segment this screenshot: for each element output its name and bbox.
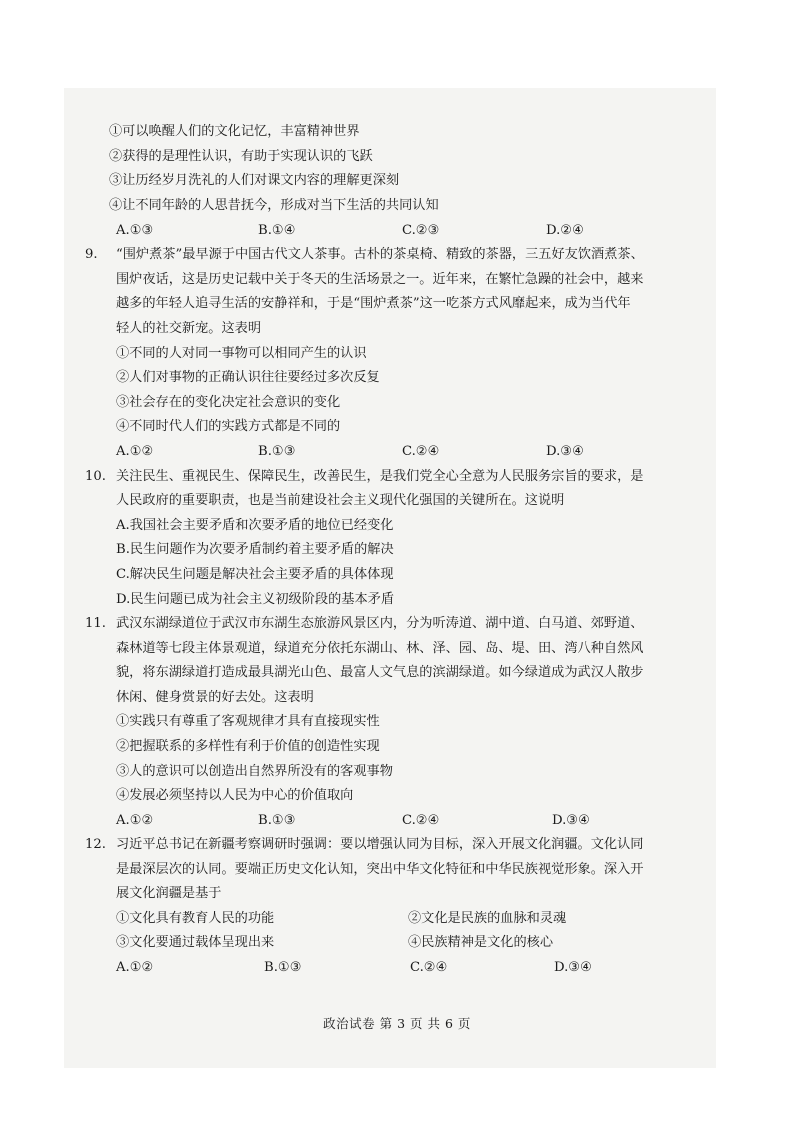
q12-number: 12. xyxy=(85,837,106,852)
q12-statement-1: ①文化具有教育人民的功能 xyxy=(116,911,275,926)
q11-statement-2: ②把握联系的多样性有利于价值的创造性实现 xyxy=(116,739,380,754)
q12-stem-line-2: 是最深层次的认同。要端正历史文化认知，突出中华文化特征和中华民族视觉形象。深入开 xyxy=(116,862,644,877)
q12-option-b: B.①③ xyxy=(264,960,302,975)
q11-stem-line-1: 武汉东湖绿道位于武汉市东湖生态旅游风景区内，分为听涛道、湖中道、白马道、郊野道、 xyxy=(116,616,644,631)
q10-choice-d: D.民生问题已成为社会主义初级阶段的基本矛盾 xyxy=(116,592,395,607)
q8-option-b: B.①④ xyxy=(258,223,296,238)
q11-statement-3: ③人的意识可以创造出自然界所没有的客观事物 xyxy=(116,764,393,779)
q12-stem-line-1: 习近平总书记在新疆考察调研时强调：要以增强认同为目标，深入开展文化润疆。文化认同 xyxy=(116,837,644,852)
q8-option-a: A.①③ xyxy=(116,223,154,238)
q9-stem-line-2: 围炉夜话，这是历史记载中关于冬天的生活场景之一。近年来，在繁忙急躁的社会中，越来 xyxy=(116,272,644,287)
page-footer: 政治试卷 第 3 页 共 6 页 xyxy=(323,1016,471,1031)
q12-option-c: C.②④ xyxy=(410,960,448,975)
q10-choice-a: A.我国社会主要矛盾和次要矛盾的地位已经变化 xyxy=(116,518,394,533)
q9-number: 9. xyxy=(85,247,98,262)
q12-option-a: A.①② xyxy=(116,960,154,975)
q8-statement-1: ①可以唤醒人们的文化记忆，丰富精神世界 xyxy=(109,124,360,139)
q9-option-c: C.②④ xyxy=(402,444,440,459)
q9-statement-1: ①不同的人对同一事物可以相同产生的认识 xyxy=(116,346,367,361)
q9-option-d: D.③④ xyxy=(546,444,584,459)
q11-number: 11. xyxy=(85,616,106,631)
q8-statement-2: ②获得的是理性认识，有助于实现认识的飞跃 xyxy=(109,149,373,164)
q8-option-d: D.②④ xyxy=(546,223,584,238)
q8-statement-3: ③让历经岁月洗礼的人们对课文内容的理解更深刻 xyxy=(109,173,400,188)
q11-stem-line-2: 森林道等七段主体景观道，绿道充分依托东湖山、林、泽、园、岛、堤、田、湾八种自然风 xyxy=(116,641,644,656)
q11-option-b: B.①③ xyxy=(258,813,296,828)
q11-stem-line-3: 貌，将东湖绿道打造成最具湖光山色、最富人文气息的滨湖绿道。如今绿道成为武汉人散步 xyxy=(116,665,644,680)
q11-statement-4: ④发展必须坚持以人民为中心的价值取向 xyxy=(116,788,354,803)
q9-statement-3: ③社会存在的变化决定社会意识的变化 xyxy=(116,395,341,410)
q10-number: 10. xyxy=(85,469,106,484)
q10-choice-c: C.解决民生问题是解决社会主要矛盾的具体体现 xyxy=(116,567,394,582)
q12-stem-line-3: 展文化润疆是基于 xyxy=(116,886,222,901)
q11-option-c: C.②④ xyxy=(402,813,440,828)
q11-option-d: D.③④ xyxy=(552,813,590,828)
q9-statement-2: ②人们对事物的正确认识往往要经过多次反复 xyxy=(116,370,380,385)
q11-stem-line-4: 休闲、健身赏景的好去处。这表明 xyxy=(116,690,314,705)
q12-option-d: D.③④ xyxy=(554,960,592,975)
q8-statement-4: ④让不同年龄的人思昔抚今，形成对当下生活的共同认知 xyxy=(109,198,439,213)
q9-stem-line-3: 越多的年轻人追寻生活的安静祥和，于是“围炉煮茶”这一吃茶方式风靡起来，成为当代年 xyxy=(116,296,631,311)
q8-option-c: C.②③ xyxy=(402,223,440,238)
q9-stem-line-1: “围炉煮茶”最早源于中国古代文人茶事。古朴的茶桌椅、精致的茶器，三五好友饮酒煮茶、 xyxy=(116,247,644,262)
q9-option-a: A.①② xyxy=(116,444,154,459)
q11-option-a: A.①② xyxy=(116,813,154,828)
q9-stem-line-4: 轻人的社交新宠。这表明 xyxy=(116,321,262,336)
q10-choice-b: B.民生问题作为次要矛盾制约着主要矛盾的解决 xyxy=(116,542,394,557)
q12-statement-2: ②文化是民族的血脉和灵魂 xyxy=(408,911,567,926)
q10-stem-line-1: 关注民生、重视民生、保障民生，改善民生，是我们党全心全意为人民服务宗旨的要求，是 xyxy=(116,469,644,484)
q9-statement-4: ④不同时代人们的实践方式都是不同的 xyxy=(116,419,341,434)
q12-statement-3: ③文化要通过载体呈现出来 xyxy=(116,935,275,950)
q12-statement-4: ④民族精神是文化的核心 xyxy=(408,935,554,950)
q9-option-b: B.①③ xyxy=(258,444,296,459)
q11-statement-1: ①实践只有尊重了客观规律才具有直接现实性 xyxy=(116,714,380,729)
q10-stem-line-2: 人民政府的重要职责，也是当前建设社会主义现代化强国的关键所在。这说明 xyxy=(116,493,565,508)
